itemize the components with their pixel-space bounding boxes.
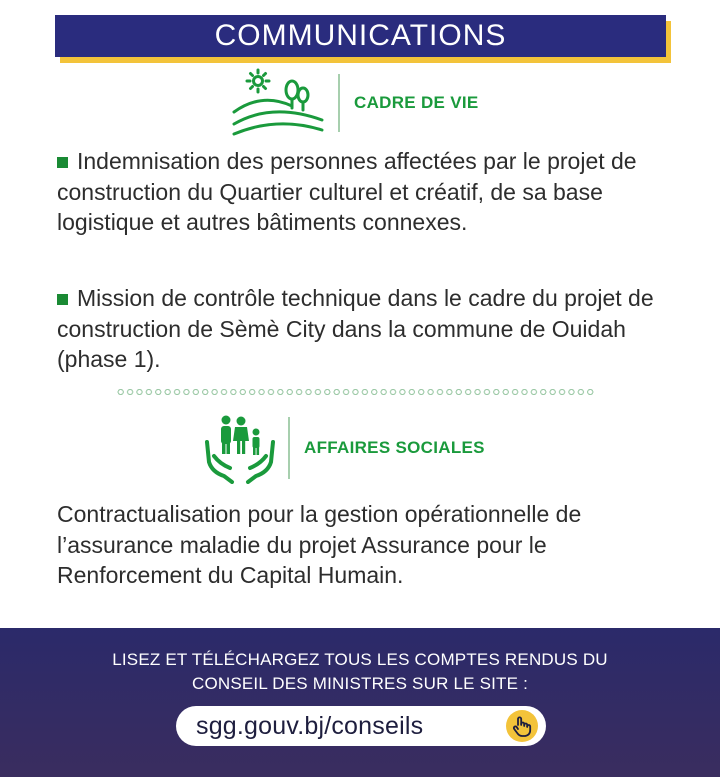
bullet-square-icon (57, 157, 68, 168)
item-text: Mission de contrôle technique dans le cadre du projet de construction de Sèmè City dans la commune de Ouidah (phase 1). (57, 285, 654, 372)
dotted-separator (116, 388, 596, 396)
bullet-square-icon (57, 294, 68, 305)
footer-banner (0, 628, 720, 777)
item-text: Indemnisation des personnes affectées par le projet de construction du Quartier culturel et créatif, de sa base logistique et autres bâtiments connexes. (57, 148, 637, 235)
family-hands-icon (204, 412, 276, 484)
header-banner (55, 15, 666, 57)
section-title-affaires-sociales: AFFAIRES SOCIALES (304, 438, 485, 457)
list-item (57, 283, 687, 375)
footer-line: CONSEIL DES MINISTRES SUR LE SITE : (191, 674, 529, 693)
list-item (57, 146, 677, 238)
section-title-cadre-de-vie: CADRE DE VIE (354, 93, 479, 112)
section-divider (288, 417, 290, 479)
website-link[interactable] (176, 706, 546, 746)
footer-caption (0, 648, 720, 696)
section-header-affaires-sociales (204, 412, 485, 484)
banner-title: COMMUNICATIONS (214, 19, 507, 52)
pointing-hand-icon[interactable] (506, 710, 538, 742)
landscape-sun-trees-icon (232, 68, 324, 138)
section-divider (338, 74, 340, 132)
footer-line: LISEZ ET TÉLÉCHARGEZ TOUS LES COMPTES RENDUS DU (112, 650, 608, 669)
section-text: Contractualisation pour la gestion opérationnelle de l’assurance maladie du projet Assurance pour le Renforcement du Capital Humain. (57, 501, 582, 588)
section-header-cadre-de-vie (232, 68, 479, 138)
website-url[interactable]: sgg.gouv.bj/conseils (196, 711, 424, 740)
